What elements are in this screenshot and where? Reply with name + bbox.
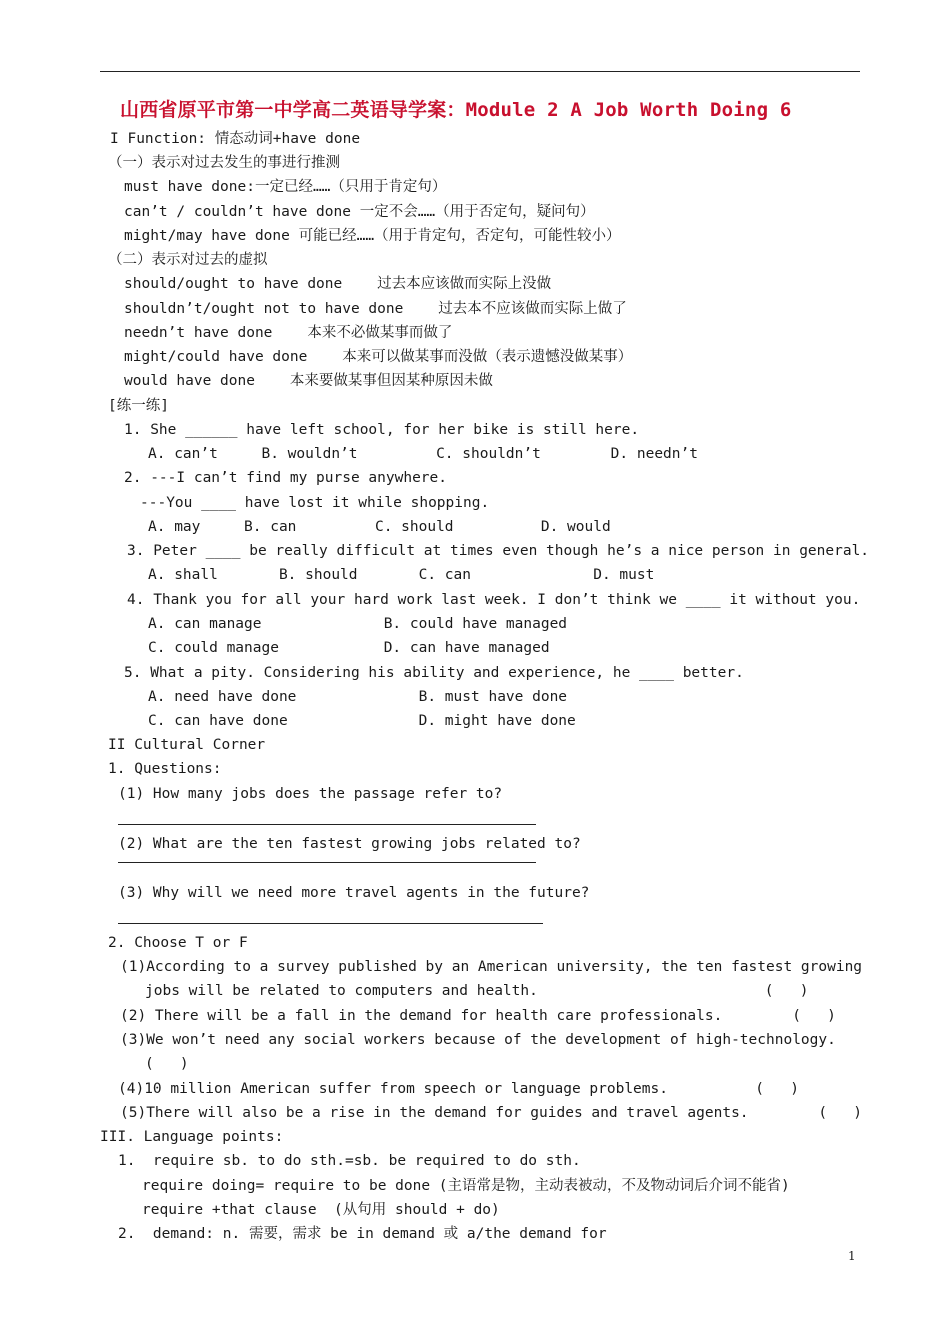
exercise-question: 2. ---I can’t find my purse anywhere.: [124, 470, 448, 486]
text-line: shouldn’t/ought not to have done 过去本不应该做而实际上做了: [124, 301, 627, 317]
language-point: require +that clause (从句用 should + do): [142, 1202, 500, 1218]
header-rule: [100, 71, 860, 72]
subheading-true-false: 2. Choose T or F: [108, 935, 248, 951]
subheading-subjunctive: （二）表示对过去的虚拟: [108, 252, 268, 268]
page-title: 山西省原平市第一中学高二英语导学案：Module 2 A Job Worth Doing 6: [120, 99, 792, 121]
text-line: might/may have done 可能已经……（用于肯定句，否定句，可能性较小）: [124, 228, 621, 244]
tf-statement: (5)There will also be a rise in the demand for guides and travel agents. ( ): [120, 1105, 863, 1121]
subheading-questions: 1. Questions:: [108, 761, 222, 777]
text-line: might/could have done 本来可以做某事而没做（表示遗憾没做某事）: [124, 349, 633, 365]
exercise-options: A. can manage B. could have managed: [148, 616, 568, 632]
page-number: 1: [848, 1249, 856, 1263]
answer-line: [118, 824, 536, 825]
answer-line: [118, 923, 543, 924]
language-point: 2. demand: n. 需要，需求 be in demand 或 a/the demand for: [118, 1226, 607, 1242]
text-line: should/ought to have done 过去本应该做而实际上没做: [124, 276, 552, 292]
text-line: must have done:一定已经……（只用于肯定句）: [124, 179, 447, 195]
question-text: (3) Why will we need more travel agents in the future?: [118, 885, 590, 901]
exercise-question: ---You ____ have lost it while shopping.: [140, 495, 490, 511]
exercise-options: C. can have done D. might have done: [148, 713, 576, 729]
exercise-options: A. shall B. should C. can D. must: [148, 567, 655, 583]
tf-statement: (1)According to a survey published by an American university, the ten fastest growing: [120, 959, 863, 975]
section-heading-language-points: III. Language points:: [100, 1129, 284, 1145]
practice-heading: [练一练]: [108, 398, 169, 414]
exercise-question: 1. She ______ have left school, for her bike is still here.: [124, 422, 640, 438]
section-heading-function: I Function: 情态动词+have done: [110, 131, 361, 147]
exercise-options: A. need have done B. must have done: [148, 689, 568, 705]
exercise-options: A. can’t B. wouldn’t C. shouldn’t D. needn’t: [148, 446, 698, 462]
text-line: needn’t have done 本来不必做某事而做了: [124, 325, 453, 341]
answer-line: [118, 862, 536, 863]
subheading-inference: （一）表示对过去发生的事进行推测: [108, 155, 340, 171]
exercise-question: 3. Peter ____ be really difficult at times even though he’s a nice person in general.: [127, 543, 870, 559]
tf-statement: (4)10 million American suffer from speech or language problems. ( ): [118, 1081, 799, 1097]
exercise-options: C. could manage D. can have managed: [148, 640, 550, 656]
section-heading-cultural: II Cultural Corner: [108, 737, 266, 753]
exercise-question: 5. What a pity. Considering his ability and experience, he ____ better.: [124, 665, 744, 681]
tf-answer-bracket: ( ): [145, 1056, 189, 1072]
exercise-question: 4. Thank you for all your hard work last week. I don’t think we ____ it without you.: [127, 592, 861, 608]
question-text: (1) How many jobs does the passage refer to?: [118, 786, 503, 802]
tf-statement: (3)We won’t need any social workers because of the development of high-technology.: [120, 1032, 836, 1048]
exercise-options: A. may B. can C. should D. would: [148, 519, 611, 535]
tf-statement: jobs will be related to computers and health. ( ): [145, 983, 809, 999]
tf-statement: (2) There will be a fall in the demand for health care professionals. ( ): [120, 1008, 836, 1024]
text-line: can’t / couldn’t have done 一定不会……（用于否定句，疑问句）: [124, 204, 595, 220]
language-point: require doing= require to be done (主语常是物，主动表被动，不及物动词后介词不能省): [142, 1178, 790, 1194]
text-line: would have done 本来要做某事但因某种原因未做: [124, 373, 493, 389]
language-point: 1. require sb. to do sth.=sb. be required to do sth.: [118, 1153, 581, 1169]
question-text: (2) What are the ten fastest growing jobs related to?: [118, 836, 581, 852]
